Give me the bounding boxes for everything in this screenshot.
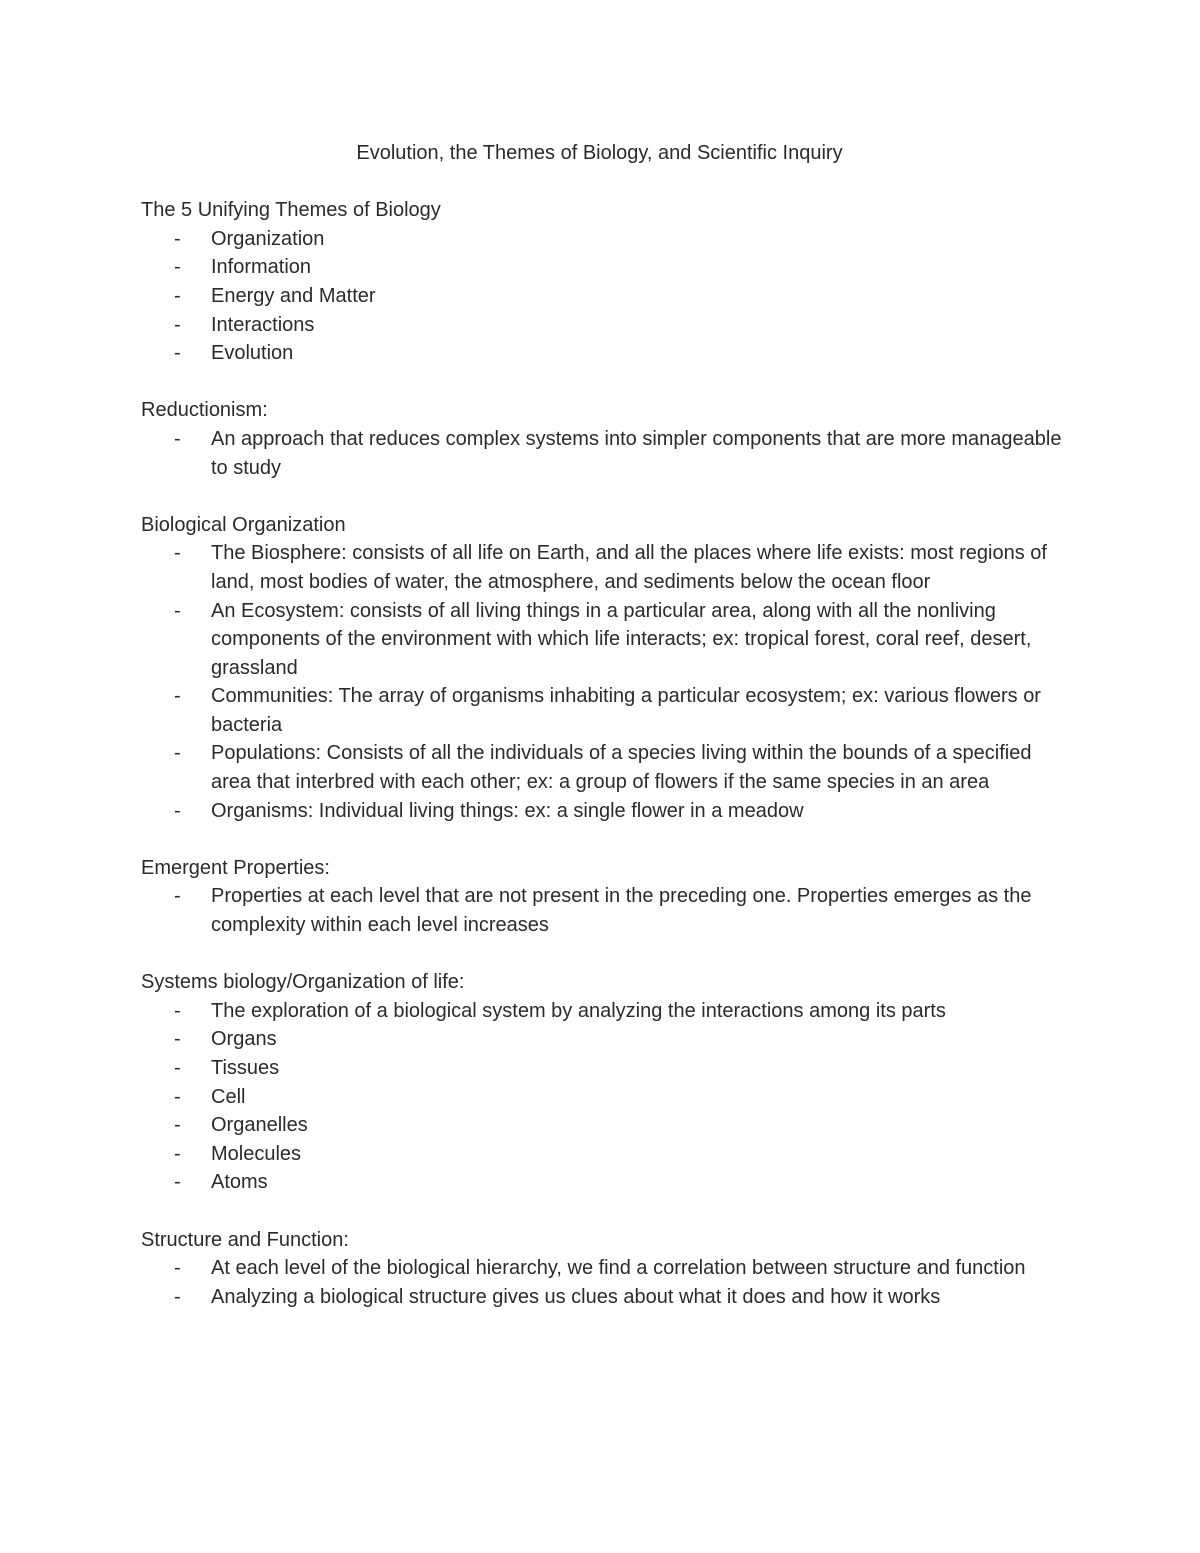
list-item-text: Interactions xyxy=(211,313,315,336)
section-heading: Systems biology/Organization of life: xyxy=(141,971,465,994)
list-item xyxy=(141,1025,1066,1054)
section-heading: Reductionism: xyxy=(141,399,268,422)
dash-bullet-icon: - xyxy=(174,1285,181,1308)
dash-bullet-icon: - xyxy=(174,284,181,307)
list-item-text: Information xyxy=(211,256,312,279)
dash-bullet-icon: - xyxy=(174,342,181,365)
list-item xyxy=(141,539,1066,596)
bullet-list xyxy=(141,425,1066,482)
list-item xyxy=(141,739,1066,796)
list-item xyxy=(141,997,1066,1026)
list-item-text: Tissues xyxy=(211,1057,280,1079)
dash-bullet-icon: - xyxy=(174,1057,181,1079)
dash-bullet-icon: - xyxy=(174,313,181,336)
list-item xyxy=(141,339,1066,368)
section-heading: Biological Organization xyxy=(141,513,346,536)
list-item xyxy=(141,1054,1066,1083)
list-item-text: The exploration of a biological system by analyzing the interactions among its parts xyxy=(211,999,946,1022)
list-item xyxy=(141,797,1066,826)
list-item-text: Analyzing a biological structure gives us clues about what it does and how it works xyxy=(211,1285,941,1308)
document-title: Evolution, the Themes of Biology, and Scientific Inquiry xyxy=(356,142,843,164)
list-item xyxy=(141,311,1066,340)
bullet-list xyxy=(141,539,1066,825)
dash-bullet-icon: - xyxy=(174,1028,181,1051)
dash-bullet-icon: - xyxy=(174,427,181,450)
list-item-text: Molecules xyxy=(211,1142,302,1165)
list-item-text: Atoms xyxy=(211,1171,268,1194)
section-heading: Structure and Function: xyxy=(141,1228,349,1251)
list-item xyxy=(141,1168,1066,1197)
sections-container xyxy=(141,196,1066,1311)
list-item xyxy=(141,425,1066,482)
dash-bullet-icon: - xyxy=(174,885,181,908)
dash-bullet-icon: - xyxy=(174,999,181,1022)
dash-bullet-icon: - xyxy=(174,227,181,250)
list-item-text: Populations: Consists of all the individuals of a species living within the bounds of a specified area that interbred with each other; ex: a group of flowers if the same species in an area xyxy=(211,742,1032,794)
list-item xyxy=(141,682,1066,739)
list-item xyxy=(141,282,1066,311)
list-item xyxy=(141,882,1066,939)
dash-bullet-icon: - xyxy=(174,599,181,622)
list-item-text: Organelles xyxy=(211,1114,308,1137)
list-item-text: The Biosphere: consists of all life on Earth, and all the places where life exists: most regions of land, most bodies of water, the atmosphere, and sediments below the ocean floor xyxy=(211,542,1047,593)
list-item xyxy=(141,1254,1066,1283)
dash-bullet-icon: - xyxy=(174,1085,181,1108)
list-item-text: Communities: The array of organisms inhabiting a particular ecosystem; ex: various flowers or bacteria xyxy=(211,685,1041,736)
dash-bullet-icon: - xyxy=(174,799,181,822)
bullet-list xyxy=(141,997,1066,1197)
dash-bullet-icon: - xyxy=(174,542,181,565)
dash-bullet-icon: - xyxy=(174,256,181,279)
dash-bullet-icon: - xyxy=(174,1114,181,1137)
section-heading: Emergent Properties: xyxy=(141,856,330,879)
dash-bullet-icon: - xyxy=(174,1257,181,1280)
list-item-text: Organization xyxy=(211,227,325,250)
list-item-text: Organisms: Individual living things: ex: a single flower in a meadow xyxy=(211,799,804,822)
list-item-text: Properties at each level that are not present in the preceding one. Properties emerges as the complexity within each level increases xyxy=(211,885,1032,937)
list-item xyxy=(141,253,1066,282)
section xyxy=(141,396,1066,482)
bullet-list xyxy=(141,882,1066,939)
list-item-text: At each level of the biological hierarchy, we find a correlation between structure and function xyxy=(211,1257,1026,1280)
list-item xyxy=(141,1083,1066,1112)
section-heading: The 5 Unifying Themes of Biology xyxy=(141,199,441,222)
list-item xyxy=(141,1111,1066,1140)
list-item-text: An approach that reduces complex systems into simpler components that are more manageable to study xyxy=(211,427,1062,479)
section xyxy=(141,968,1066,1197)
list-item-text: Organs xyxy=(211,1028,277,1051)
section xyxy=(141,196,1066,368)
list-item-text: Evolution xyxy=(211,342,294,365)
list-item-text: Cell xyxy=(211,1085,246,1108)
section xyxy=(141,854,1066,940)
dash-bullet-icon: - xyxy=(174,1171,181,1194)
list-item xyxy=(141,597,1066,683)
list-item-text: Energy and Matter xyxy=(211,284,376,307)
dash-bullet-icon: - xyxy=(174,1142,181,1165)
dash-bullet-icon: - xyxy=(174,742,181,765)
list-item xyxy=(141,1140,1066,1169)
list-item xyxy=(141,1283,1066,1312)
list-item-text: An Ecosystem: consists of all living things in a particular area, along with all the nonliving components of the environment with which life interacts; ex: tropical forest, coral reef, desert, grassland xyxy=(211,599,1032,679)
document-body xyxy=(141,139,1066,1340)
bullet-list xyxy=(141,1254,1066,1311)
section xyxy=(141,1226,1066,1312)
dash-bullet-icon: - xyxy=(174,685,181,708)
section xyxy=(141,511,1066,826)
bullet-list xyxy=(141,225,1066,368)
list-item xyxy=(141,225,1066,254)
